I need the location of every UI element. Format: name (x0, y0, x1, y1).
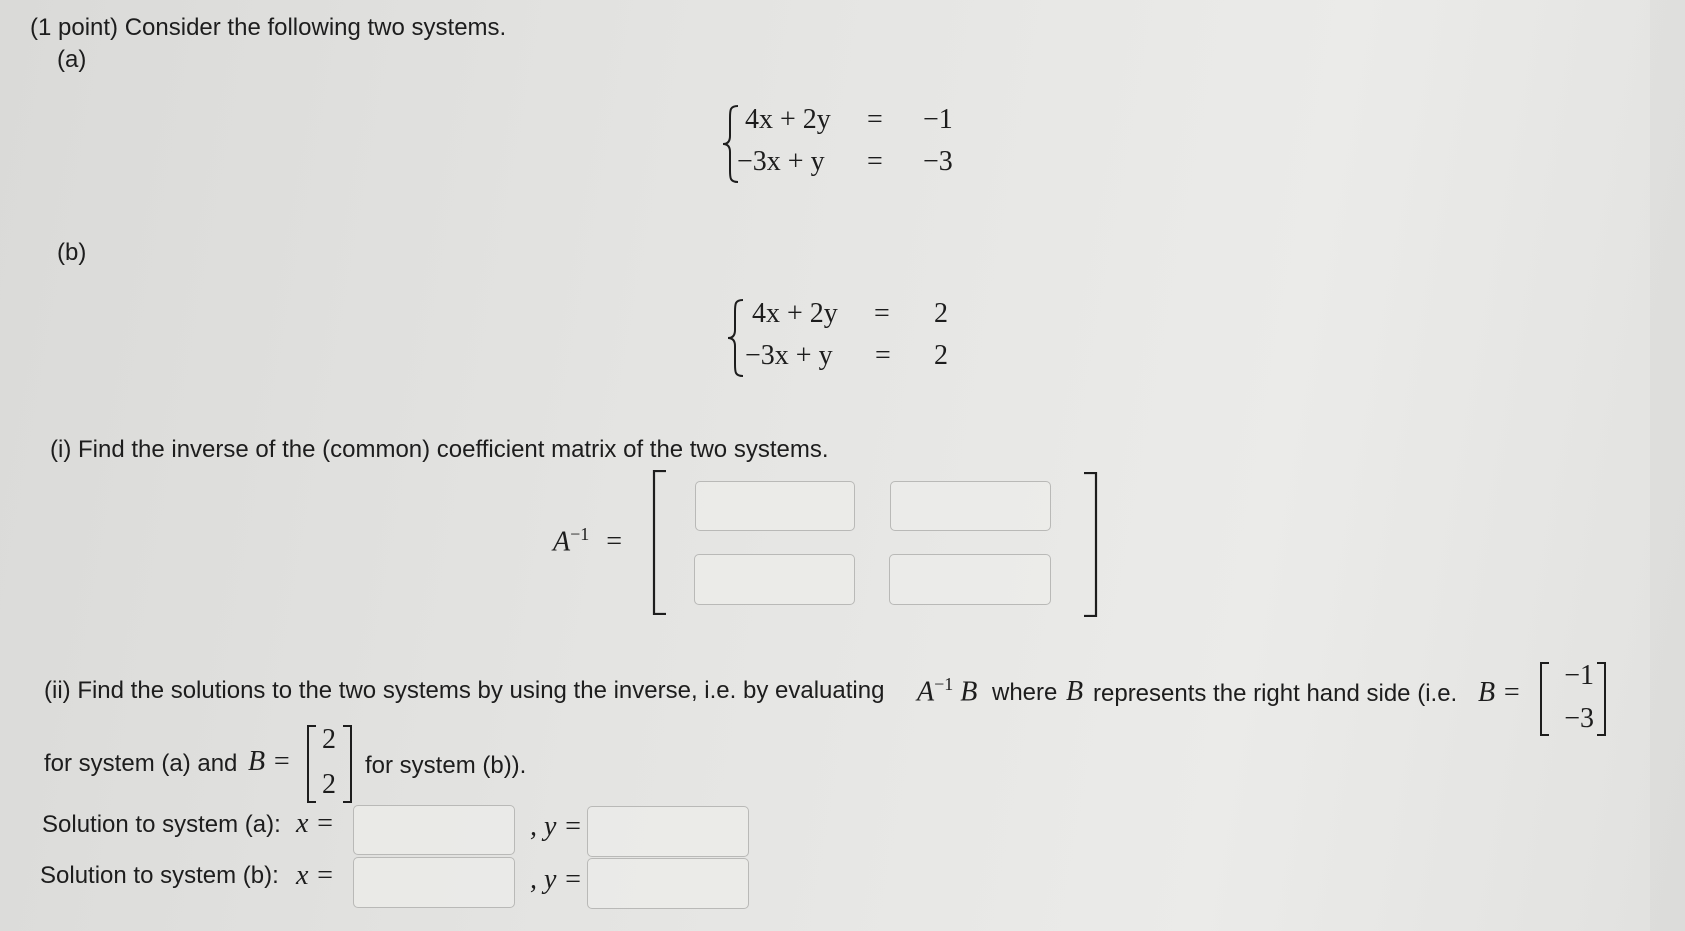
solution-b-x-label: x = (296, 860, 335, 891)
solution-b-y-label: , y = (530, 864, 583, 895)
system-a-row-2-rhs: −3 (923, 146, 953, 177)
solution-a-x-label: x = (296, 808, 335, 839)
part-ii-line2-1: for system (a) and (44, 750, 238, 777)
solution-a-y-label: , y = (530, 811, 583, 842)
part-i-prompt: (i) Find the inverse of the (common) coefficient matrix of the two systems. (50, 436, 829, 463)
system-a-row-1-lhs: 4x + 2y (745, 104, 831, 135)
B-b-entry-2: 2 (322, 769, 336, 800)
B-a-entry-1: −1 (1564, 660, 1594, 691)
inverse-cell-r1c2-input[interactable] (890, 481, 1051, 531)
inverse-cell-r1c1-input[interactable] (695, 481, 855, 531)
solution-b-x-input[interactable] (353, 857, 515, 908)
system-b-row-1-eq: = (874, 298, 890, 329)
right-bracket-icon (1594, 662, 1608, 736)
inverse-cell-r2c1-input[interactable] (694, 554, 855, 605)
system-b-row-2-rhs: 2 (934, 340, 948, 371)
part-b-label: (b) (57, 239, 87, 266)
B-a-eq-text: B = (1478, 677, 1521, 708)
system-b-row-2-lhs: −3x + y (745, 340, 833, 371)
part-ii-line2-2: for system (b)). (365, 752, 527, 779)
B-b-eq-text: B = (248, 746, 291, 777)
right-bracket-icon (340, 725, 354, 803)
system-b-row-1-lhs: 4x + 2y (752, 298, 838, 329)
expr-B: B (960, 676, 978, 708)
inverse-label-eq: = (606, 526, 623, 558)
part-a-label: (a) (57, 46, 87, 73)
solution-a-label: Solution to system (a): (42, 811, 281, 838)
left-bracket-icon (650, 470, 670, 615)
system-b-row-2-eq: = (875, 340, 891, 371)
B-a-entry-2: −3 (1564, 703, 1594, 734)
part-ii-prompt-2: where (992, 679, 1058, 706)
inverse-cell-r2c2-input[interactable] (889, 554, 1051, 605)
problem-header: (1 point) Consider the following two systems. (30, 14, 507, 41)
part-ii-prompt-3: represents the right hand side (i.e. (1093, 680, 1458, 707)
part-ii-var-B: B (1066, 676, 1084, 707)
inverse-label-sup: −1 (570, 524, 590, 544)
left-brace-icon (725, 298, 747, 378)
expr-A: A (917, 676, 935, 708)
right-bracket-icon (1080, 472, 1100, 617)
system-a-row-2-lhs: −3x + y (737, 146, 825, 177)
expr-sup: −1 (934, 674, 954, 694)
B-b-entry-1: 2 (322, 724, 336, 755)
solution-a-x-input[interactable] (353, 805, 515, 855)
system-a-row-2-eq: = (867, 146, 883, 177)
inverse-label (553, 524, 622, 558)
system-a-row-1-eq: = (867, 104, 883, 135)
part-ii-expression (917, 674, 977, 708)
solution-a-y-input[interactable] (587, 806, 749, 857)
system-a-row-1-rhs: −1 (923, 104, 953, 135)
B-b-eq (248, 746, 291, 778)
system-b-row-1-rhs: 2 (934, 298, 948, 329)
B-a-eq (1478, 677, 1521, 709)
part-ii-prompt-1: (ii) Find the solutions to the two systems by using the inverse, i.e. by evaluating (44, 677, 885, 704)
solution-b-label: Solution to system (b): (40, 862, 279, 889)
inverse-label-A: A (553, 526, 571, 558)
solution-b-y-input[interactable] (587, 858, 749, 909)
